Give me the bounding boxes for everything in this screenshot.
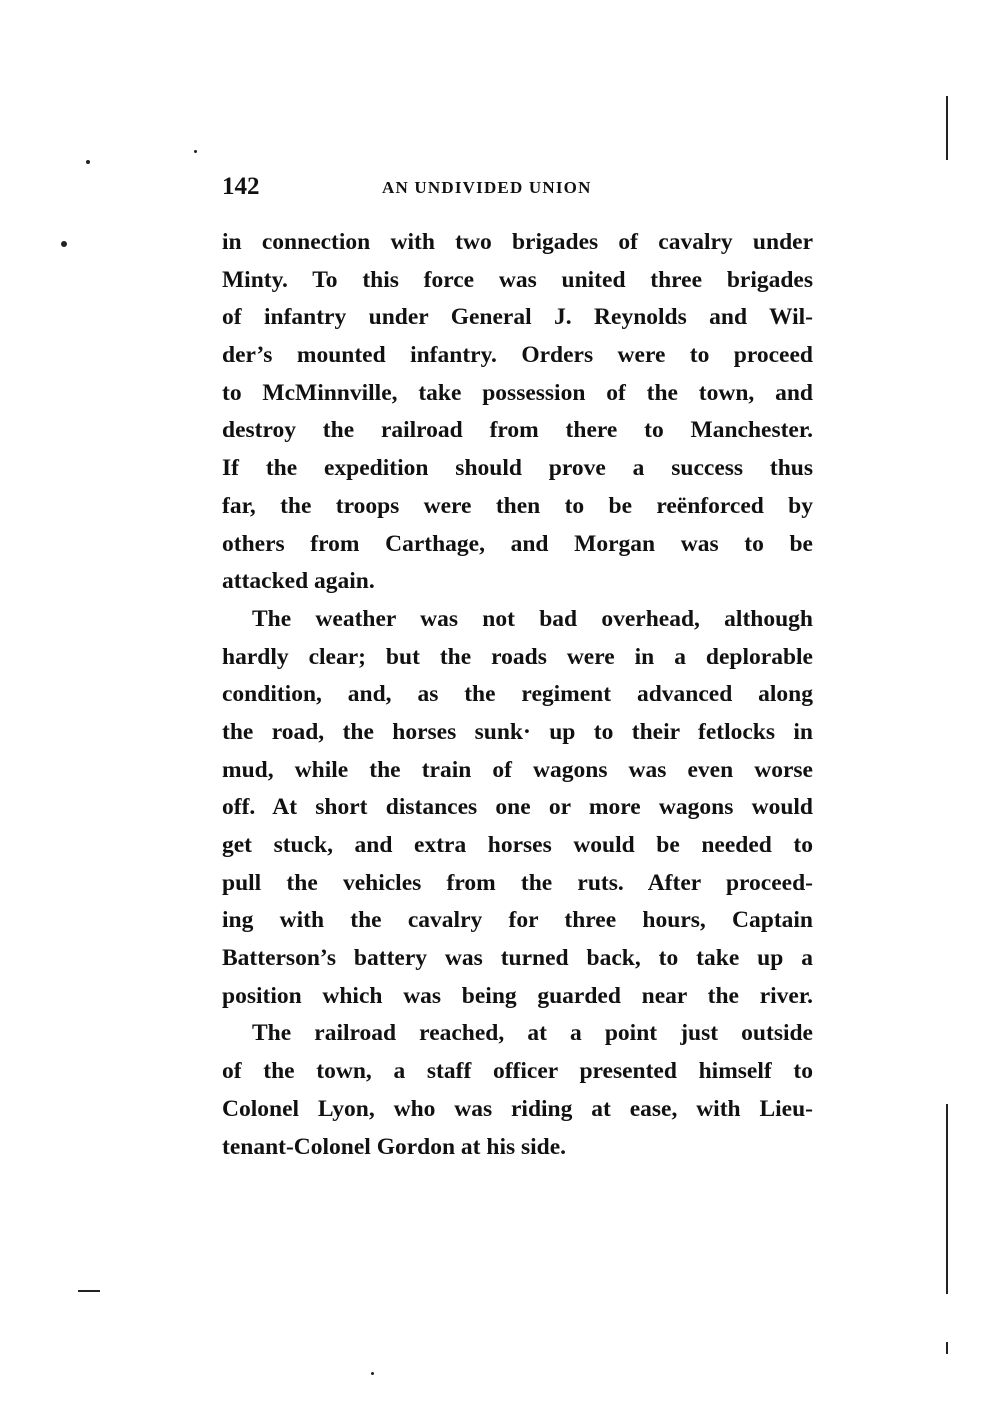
page-header	[222, 170, 822, 204]
text-line: in connection with two brigades of cavalry under	[222, 229, 813, 255]
text-line: If the expedition should prove a success thus	[222, 455, 813, 482]
scan-dot	[86, 160, 90, 164]
text-line: der’s mounted infantry. Orders were to proceed	[222, 342, 813, 369]
scan-dash	[78, 1290, 100, 1292]
page-number: 142	[222, 173, 260, 200]
text-line: condition, and, as the regiment advanced along	[222, 681, 813, 708]
paragraph-1	[222, 224, 813, 601]
paragraph-3	[222, 1015, 813, 1166]
text-line: pull the vehicles from the ruts. After proceed-	[222, 869, 813, 896]
text-line: of infantry under General J. Reynolds and Wil-	[222, 304, 813, 331]
paragraph-2	[222, 601, 813, 1016]
scan-edge-line	[946, 1104, 948, 1294]
text-line: hardly clear; but the roads were in a deplorable	[222, 643, 813, 670]
text-line: to McMinnville, take possession of the town, and	[222, 379, 813, 406]
scan-edge-line	[946, 96, 948, 160]
text-line: The railroad reached, at a point just outside	[252, 1020, 813, 1047]
scan-dot	[61, 241, 67, 247]
text-line: ing with the cavalry for three hours, Captain	[222, 907, 813, 934]
text-line: far, the troops were then to be reënforced by	[222, 492, 813, 519]
text-line: others from Carthage, and Morgan was to be	[222, 530, 813, 557]
text-line: tenant-Colonel Gordon at his side.	[222, 1133, 567, 1160]
text-line: position which was being guarded near the river.	[222, 982, 813, 1009]
scan-edge-line	[946, 1342, 948, 1354]
running-title: AN UNDIVIDED UNION	[382, 178, 592, 197]
text-line: the road, the horses sunk· up to their fetlocks in	[222, 718, 813, 745]
text-line: Colonel Lyon, who was riding at ease, with Lieu-	[222, 1095, 813, 1122]
text-line: mud, while the train of wagons was even worse	[222, 756, 813, 783]
body-text	[222, 224, 813, 1166]
text-line: of the town, a staff officer presented himself to	[222, 1058, 813, 1085]
text-line: get stuck, and extra horses would be needed to	[222, 832, 813, 858]
text-line: destroy the railroad from there to Manchester.	[222, 417, 813, 444]
scan-dot	[371, 1372, 374, 1375]
text-line: Minty. To this force was united three brigades	[222, 266, 813, 293]
text-line: The weather was not bad overhead, although	[252, 605, 813, 632]
scan-dot	[194, 150, 197, 153]
text-line: Batterson’s battery was turned back, to take up a	[222, 945, 813, 972]
text-line: off. At short distances one or more wagons would	[222, 794, 813, 821]
text-line: attacked again.	[222, 568, 375, 595]
